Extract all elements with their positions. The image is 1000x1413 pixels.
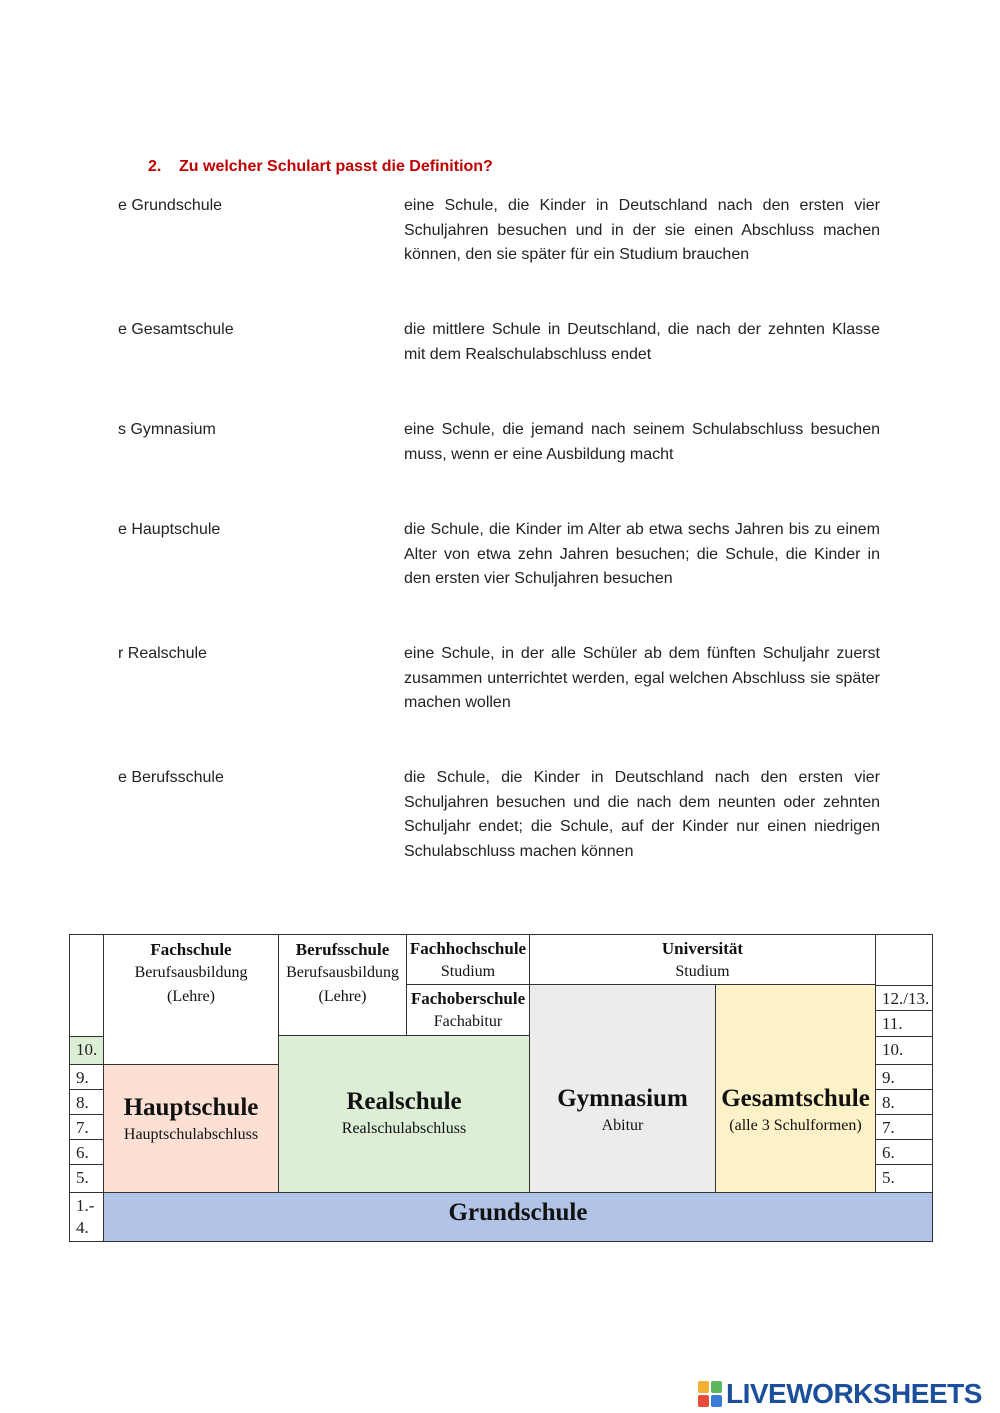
exercise-number: 2. [148,158,162,175]
left-grade-1-4: 1.- 4. [69,1192,104,1242]
fachhochschule-name: Fachhochschule [409,939,527,958]
exercise-title [148,158,493,176]
fachoberschule-cell [406,984,530,1037]
hauptschule-cell [103,1064,279,1193]
universitaet-line1: Studium [675,963,730,980]
left-grade-10: 10. [69,1036,104,1065]
right-empty-cell [875,934,933,986]
fachoberschule-name: Fachoberschule [410,989,526,1008]
definition[interactable]: die Schule, die Kinder in Deutschland nach den ersten vier Schuljahren besuchen und die nach dem neunten oder zehnten Schuljahr endet; die Schule, auf der Kinder nur einen niedrigen Schulabschluss machen können [404,769,880,860]
right-grade-12-13: 12./13. [875,985,933,1011]
berufsschule-line2: (Lehre) [318,988,367,1005]
right-grade-10: 10. [875,1036,933,1065]
realschule-line1: Realschulabschluss [341,1120,467,1137]
liveworksheets-logo [698,1377,982,1411]
fachschule-line2: (Lehre) [167,988,215,1005]
fachoberschule-line1: Fachabitur [433,1013,503,1030]
definition[interactable]: eine Schule, in der alle Schüler ab dem fünften Schuljahr zuerst zusammen unterrichtet werden, egal welchen Abschluss sie später machen wollen [404,645,880,711]
fachhochschule-line1: Studium [440,963,496,980]
term[interactable]: e Berufsschule [118,769,224,786]
right-grade-7: 7. [875,1114,933,1140]
berufsschule-cell [278,934,407,1036]
left-grade-7: 7. [69,1114,104,1140]
universitaet-name: Universität [661,939,744,958]
fachschule-name: Fachschule [150,940,232,959]
term[interactable]: e Grundschule [118,197,223,214]
grundschule-name: Grundschule [448,1199,588,1226]
right-grade-11: 11. [875,1010,933,1037]
definition[interactable]: eine Schule, die jemand nach seinem Schulabschluss besuchen muss, wenn er eine Ausbildung macht [404,421,880,463]
left-grade-5: 5. [69,1164,104,1193]
right-grade-9: 9. [875,1064,933,1090]
berufsschule-line1: Berufsausbildung [286,964,399,981]
right-grade-8: 8. [875,1089,933,1115]
right-grade-6: 6. [875,1139,933,1165]
definition[interactable]: die mittlere Schule in Deutschland, die nach der zehnten Klasse mit dem Realschulabschluss endet [404,321,880,363]
berufsschule-name: Berufsschule [295,940,390,959]
term[interactable]: s Gymnasium [118,421,216,438]
fachschule-line1: Berufsausbildung [134,964,248,981]
exercise-title-text: Zu welcher Schulart passt die Definition? [179,158,493,175]
grundschule-cell [103,1192,933,1242]
term[interactable]: e Hauptschule [118,521,221,538]
left-grade-9: 9. [69,1064,104,1090]
hauptschule-name: Hauptschule [123,1094,259,1121]
universitaet-cell [529,934,876,985]
gesamtschule-cell [715,984,876,1193]
hauptschule-line1: Hauptschulabschluss [123,1126,259,1143]
logo-grid-icon [698,1381,722,1407]
left-empty-cell [69,934,104,1037]
brand-name: LIVEWORKSHEETS [726,1378,982,1409]
school-system-diagram [69,934,933,1242]
gesamtschule-line1: (alle 3 Schulformen) [729,1117,862,1134]
left-grade-8: 8. [69,1089,104,1115]
right-grade-5: 5. [875,1164,933,1193]
definition[interactable]: die Schule, die Kinder im Alter ab etwa sechs Jahren bis zu einem Alter von etwa zehn Jahren besuchen; die Schule, die Kinder in den ersten vier Schuljahren besuchen [404,521,880,587]
realschule-name: Realschule [346,1088,462,1115]
left-grade-6: 6. [69,1139,104,1165]
fachschule-cell [103,934,279,1065]
gymnasium-cell [529,984,716,1193]
definition[interactable]: eine Schule, die Kinder in Deutschland nach den ersten vier Schuljahren besuchen und in der sie einen Abschluss machen können, den sie später für ein Studium brauchen [404,197,880,263]
gesamtschule-name: Gesamtschule [721,1085,870,1112]
term[interactable]: r Realschule [118,645,207,662]
gymnasium-name: Gymnasium [557,1085,688,1112]
gymnasium-line1: Abitur [601,1117,644,1134]
term[interactable]: e Gesamtschule [118,321,234,338]
fachhochschule-cell [406,934,530,985]
realschule-cell [278,1035,530,1193]
